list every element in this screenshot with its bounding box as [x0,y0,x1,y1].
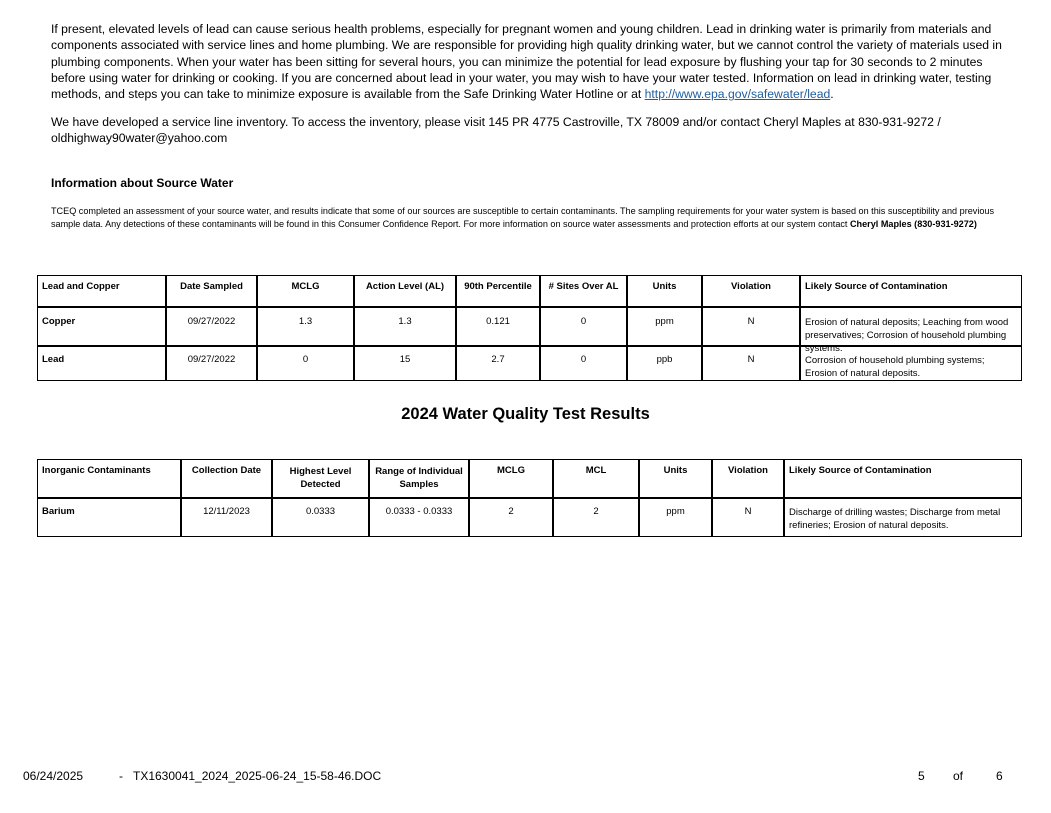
table-cell: ppm [639,498,712,537]
header-cell: Inorganic Contaminants [37,459,181,498]
table-header-row [37,459,1022,498]
row-label: Lead [37,346,166,381]
table-cell [800,307,1022,354]
footer-separator: - [119,769,123,783]
table-cell: 1.3 [354,307,456,346]
service-line-inventory-paragraph: We have developed a service line inventory. To access the inventory, please visit 145 PR 4775 Castroville, TX 78009 and/or contact Cheryl Maples at 830-931-9272 / oldhighway90water@yahoo.com [51,115,941,146]
table-cell: 1.3 [257,307,354,346]
header-cell: Action Level (AL) [354,275,456,307]
table-cell: 0.0333 [272,498,369,537]
header-cell: Range of Individual Samples [369,459,469,498]
table-cell: ppb [627,346,702,381]
header-cell: Units [627,275,702,307]
lead-info-paragraph [51,21,1016,102]
header-cell: Likely Source of Contamination [800,275,1022,307]
footer-date: 06/24/2025 [23,769,84,783]
row-label: Copper [37,307,166,346]
table-cell: ppm [627,307,702,346]
table-cell: 15 [354,346,456,381]
table-row [37,346,1022,381]
header-cell: MCL [553,459,639,498]
header-cell: Violation [712,459,784,498]
header-cell: MCLG [469,459,553,498]
page-number: 5 [918,769,925,783]
epa-lead-link[interactable]: http://www.epa.gov/safewater/lead [644,87,831,102]
table-cell: 12/11/2023 [181,498,272,537]
table-cell: 0 [540,307,627,346]
source-water-paragraph [51,205,1016,230]
table-cell: N [712,498,784,537]
results-title: 2024 Water Quality Test Results [401,405,650,423]
table-cell: Corrosion of household plumbing systems; Erosion of natural deposits. [800,346,1022,381]
page-of-label: of [953,769,964,783]
source-water-contact: Cheryl Maples (830-931-9272) [849,218,977,229]
table-cell: Discharge of drilling wastes; Discharge from metal refineries; Erosion of natural deposits. [784,498,1022,537]
row-label: Barium [37,498,181,537]
table-cell: 2 [553,498,639,537]
table-cell: 09/27/2022 [166,346,257,381]
header-cell: Collection Date [181,459,272,498]
header-cell: Units [639,459,712,498]
source-water-text: TCEQ completed an assessment of your source water, and results indicate that some of our sources are susceptible to certain contaminants. The sampling requirements for your water system is based on this susceptibility and previous sample data. Any detections of these contaminants will be found in this Consumer Confidence Report. For more information on source water assessments and protection efforts at our system contact [51,206,995,229]
table-cell: N [702,307,800,346]
table-cell: 0 [540,346,627,381]
header-cell: Violation [702,275,800,307]
header-cell: Date Sampled [166,275,257,307]
table-cell: N [702,346,800,381]
header-cell: 90th Percentile [456,275,540,307]
table-row [37,307,1022,346]
table-cell: 2.7 [456,346,540,381]
lead-copper-table [37,275,1022,381]
header-cell: # Sites Over AL [540,275,627,307]
footer-filename: TX1630041_2024_2025-06-24_15-58-46.DOC [133,769,382,783]
header-cell: Highest Level Detected [272,459,369,498]
inorganic-contaminants-table [37,459,1022,537]
source-clip: Erosion of natural deposits; Leaching from wood preservatives; Corrosion of household plumbing systems. [805,317,1009,354]
page-total: 6 [996,769,1003,783]
table-header-row [37,275,1022,307]
table-cell: 09/27/2022 [166,307,257,346]
table-cell: 0 [257,346,354,381]
table-row [37,498,1022,537]
table-cell: 0.121 [456,307,540,346]
table-cell: 0.0333 - 0.0333 [369,498,469,537]
lead-info-text: If present, elevated levels of lead can cause serious health problems, especially for pregnant women and young children. Lead in drinking water is primarily from materials and components associated with service lines and home plumbing. We are responsible for providing high quality drinking water, but we cannot control the variety of materials used in plumbing components. When your water has been sitting for several hours, you can minimize the potential for lead exposure by flushing your tap for 30 seconds to 2 minutes before using water for drinking or cooking. If you are concerned about lead in your water, you may wish to have your water tested. Information on lead in drinking water, testing methods, and steps you can take to minimize exposure is available from the Safe Drinking Water Hotline or at [51,22,1002,102]
source-water-heading: Information about Source Water [51,176,234,190]
table-cell: 2 [469,498,553,537]
lead-info-text-end: . [830,87,834,102]
header-cell: Lead and Copper [37,275,166,307]
header-cell: Likely Source of Contamination [784,459,1022,498]
header-cell: MCLG [257,275,354,307]
